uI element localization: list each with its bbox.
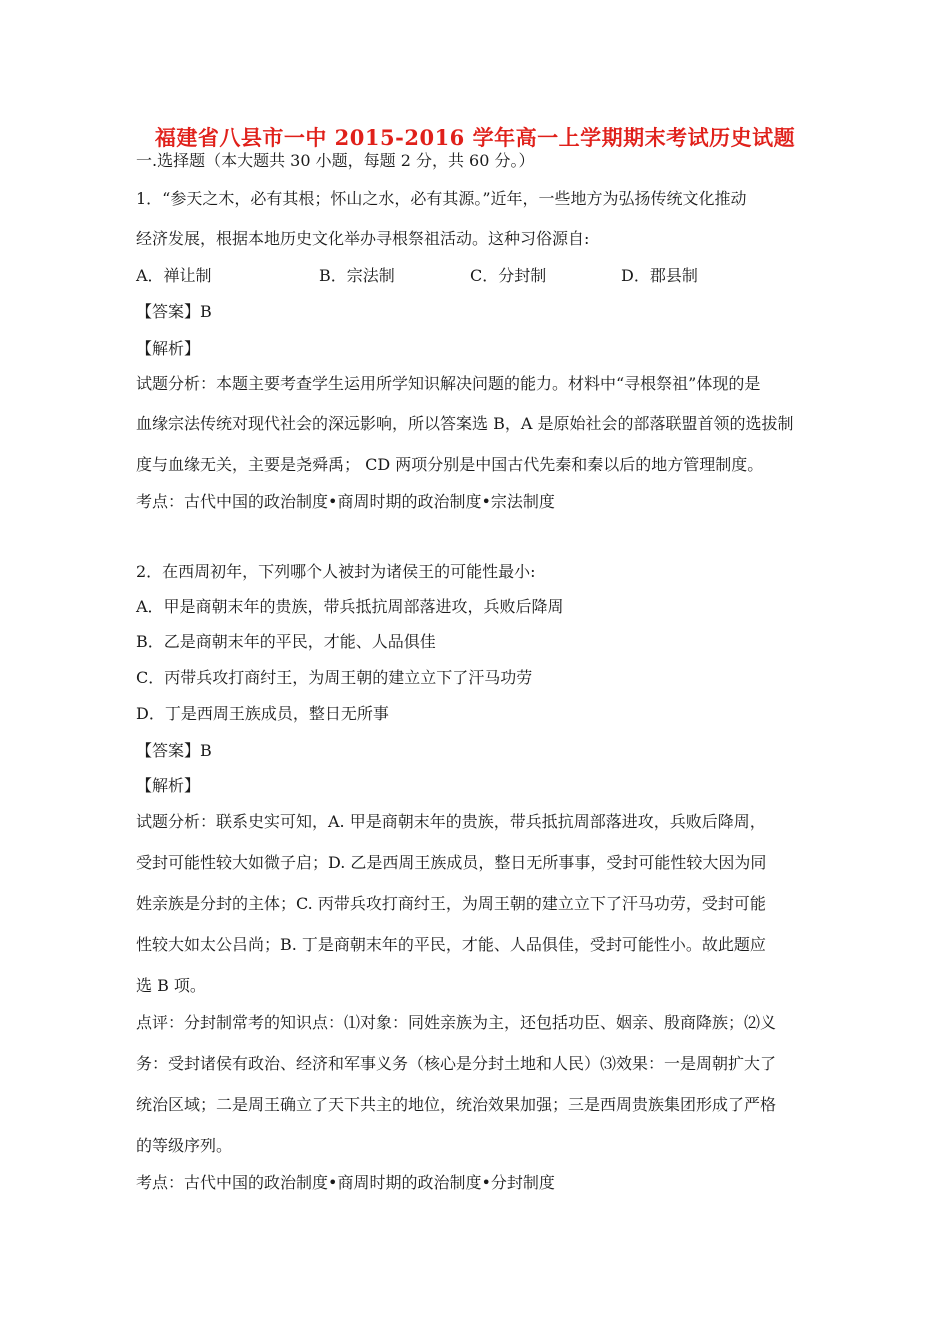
q2-comment-line: 点评：分封制常考的知识点：⑴对象：同姓亲族为主，还包括功臣、姻亲、殷商降族；⑵义	[136, 1013, 777, 1032]
q2-stem: 2．在西周初年，下列哪个人被封为诸侯王的可能性最小:	[136, 562, 536, 581]
q2-analysis-line: 姓亲族是分封的主体；C. 丙带兵攻打商纣王，为周王朝的建立立下了汗马功劳，受封可能	[136, 894, 766, 913]
q2-analysis-line: 选 B 项。	[136, 976, 206, 995]
q1-option-c: C．分封制	[470, 266, 547, 285]
section-header: 一.选择题（本大题共 30 小题，每题 2 分，共 60 分。）	[136, 151, 535, 170]
q1-analysis-line: 度与血缘无关，主要是尧舜禹； CD 两项分别是中国古代先秦和秦以后的地方管理制度。	[136, 455, 764, 474]
q1-stem-line-1: 1．“参天之木，必有其根；怀山之水，必有其源。”近年，一些地方为弘扬传统文化推动	[136, 189, 747, 208]
q2-option-a: A．甲是商朝末年的贵族，带兵抵抗周部落进攻，兵败后降周	[136, 597, 564, 616]
q1-analysis-label: 【解析】	[136, 339, 201, 358]
q2-analysis-line: 受封可能性较大如微子启；D. 乙是西周王族成员，整日无所事事，受封可能性较大因为同	[136, 853, 767, 872]
q1-answer: 【答案】B	[136, 302, 212, 321]
q2-option-c: C．丙带兵攻打商纣王，为周王朝的建立立下了汗马功劳	[136, 668, 533, 687]
q1-kaodian: 考点：古代中国的政治制度•商周时期的政治制度•宗法制度	[136, 492, 555, 511]
q2-kaodian: 考点：古代中国的政治制度•商周时期的政治制度•分封制度	[136, 1173, 555, 1192]
q1-option-d: D．郡县制	[621, 266, 698, 285]
q1-analysis-line: 血缘宗法传统对现代社会的深远影响，所以答案选 B，A 是原始社会的部落联盟首领的选拔制	[136, 414, 794, 433]
q1-option-b: B．宗法制	[319, 266, 395, 285]
q2-comment-line: 务：受封诸侯有政治、经济和军事义务（核心是分封土地和人民）⑶效果：一是周朝扩大了	[136, 1054, 777, 1073]
q2-option-b: B．乙是商朝末年的平民，才能、人品俱佳	[136, 632, 436, 651]
q2-option-d: D．丁是西周王族成员，整日无所事	[136, 704, 389, 723]
q2-analysis-line: 性较大如太公吕尚；B. 丁是商朝末年的平民，才能、人品俱佳，受封可能性小。故此题应	[136, 935, 766, 954]
q1-analysis-line: 试题分析：本题主要考查学生运用所学知识解决问题的能力。材料中“寻根祭祖”体现的是	[136, 374, 761, 393]
q2-comment-line: 统治区域；二是周王确立了天下共主的地位，统治效果加强；三是西周贵族集团形成了严格	[136, 1095, 777, 1114]
q2-comment-line: 的等级序列。	[136, 1136, 233, 1155]
q1-option-a: A．禅让制	[136, 266, 212, 285]
q2-analysis-label: 【解析】	[136, 776, 201, 795]
q2-answer: 【答案】B	[136, 741, 212, 760]
document-title: 福建省八县市一中 2015-2016 学年高一上学期期末考试历史试题	[154, 125, 796, 150]
q2-analysis-line: 试题分析：联系史实可知，A. 甲是商朝末年的贵族，带兵抵抗周部落进攻，兵败后降周，	[136, 812, 766, 831]
q1-stem-line-2: 经济发展，根据本地历史文化举办寻根祭祖活动。这种习俗源自:	[136, 229, 590, 248]
